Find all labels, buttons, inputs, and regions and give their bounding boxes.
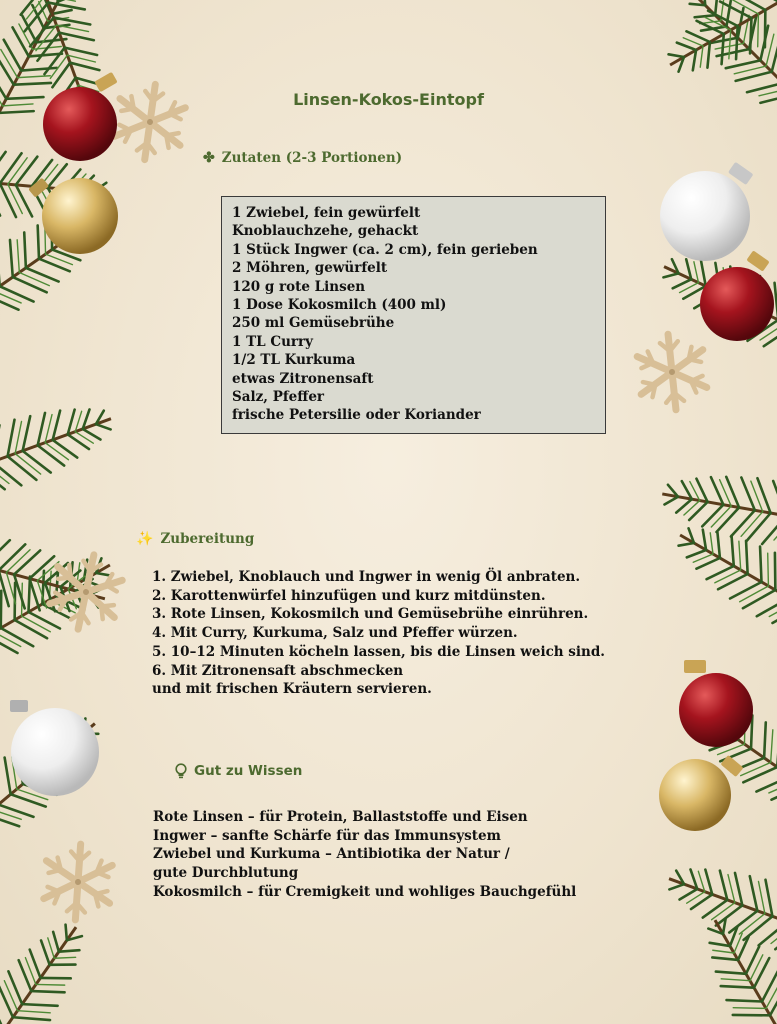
preparation-step: 2. Karottenwürfel hinzufügen und kurz mitdünsten. — [152, 587, 546, 604]
ingredient-item: 1/2 TL Kurkuma — [232, 352, 356, 369]
ingredient-item: 1 Dose Kokosmilch (400 ml) — [232, 297, 447, 314]
ingredient-item: 250 ml Gemüsebrühe — [232, 315, 395, 332]
preparation-step: 4. Mit Curry, Kurkuma, Salz und Pfeffer würzen. — [152, 625, 518, 642]
tips-heading — [175, 763, 302, 779]
ingredients-box — [221, 196, 606, 434]
ingredients-heading — [203, 150, 402, 166]
preparation-heading — [136, 531, 254, 547]
tip-line: Rote Linsen – für Protein, Ballaststoffe und Eisen — [153, 809, 528, 825]
ingredient-item: 2 Möhren, gewürfelt — [232, 260, 388, 277]
recipe-title: Linsen-Kokos-Eintopf — [293, 90, 484, 109]
ingredients-heading-text: Zutaten (2-3 Portionen) — [221, 150, 403, 166]
preparation-step: 6. Mit Zitronensaft abschmecken — [152, 662, 404, 679]
ingredient-item: 120 g rote Linsen — [232, 278, 366, 295]
tip-line: Kokosmilch – für Cremigkeit und wohliges Bauchgefühl — [153, 883, 577, 900]
preparation-step: 1. Zwiebel, Knoblauch und Ingwer in wenig Öl anbraten. — [152, 569, 581, 585]
preparation-step: 5. 10–12 Minuten köcheln lassen, bis die Linsen weich sind. — [152, 643, 605, 660]
tip-line: gute Durchblutung — [153, 865, 299, 882]
preparation-steps — [152, 568, 605, 699]
lightbulb-icon — [175, 763, 187, 779]
ingredient-item: 1 Stück Ingwer (ca. 2 cm), fein gerieben — [232, 241, 538, 258]
preparation-step: und mit frischen Kräutern servieren. — [152, 681, 432, 698]
tips-heading-text: Gut zu Wissen — [194, 763, 303, 779]
ingredient-item: 1 TL Curry — [232, 333, 313, 350]
ingredient-item: 1 Zwiebel, fein gewürfelt — [232, 205, 421, 221]
ingredient-item: Salz, Pfeffer — [232, 389, 325, 406]
ingredient-item: frische Petersilie oder Koriander — [232, 407, 481, 424]
ingredient-item: etwas Zitronensaft — [232, 370, 374, 387]
ingredient-item: Knoblauchzehe, gehackt — [232, 223, 419, 240]
sparkles-icon: ✨ — [136, 531, 154, 547]
tip-line: Zwiebel und Kurkuma – Antibiotika der Natur / — [153, 846, 510, 863]
preparation-heading-text: Zubereitung — [160, 531, 255, 547]
tips-list — [153, 808, 576, 902]
sparkle-icon: ✤ — [203, 150, 215, 166]
preparation-step: 3. Rote Linsen, Kokosmilch und Gemüsebrühe einrühren. — [152, 606, 589, 623]
tip-line: Ingwer – sanfte Schärfe für das Immunsystem — [153, 827, 501, 844]
